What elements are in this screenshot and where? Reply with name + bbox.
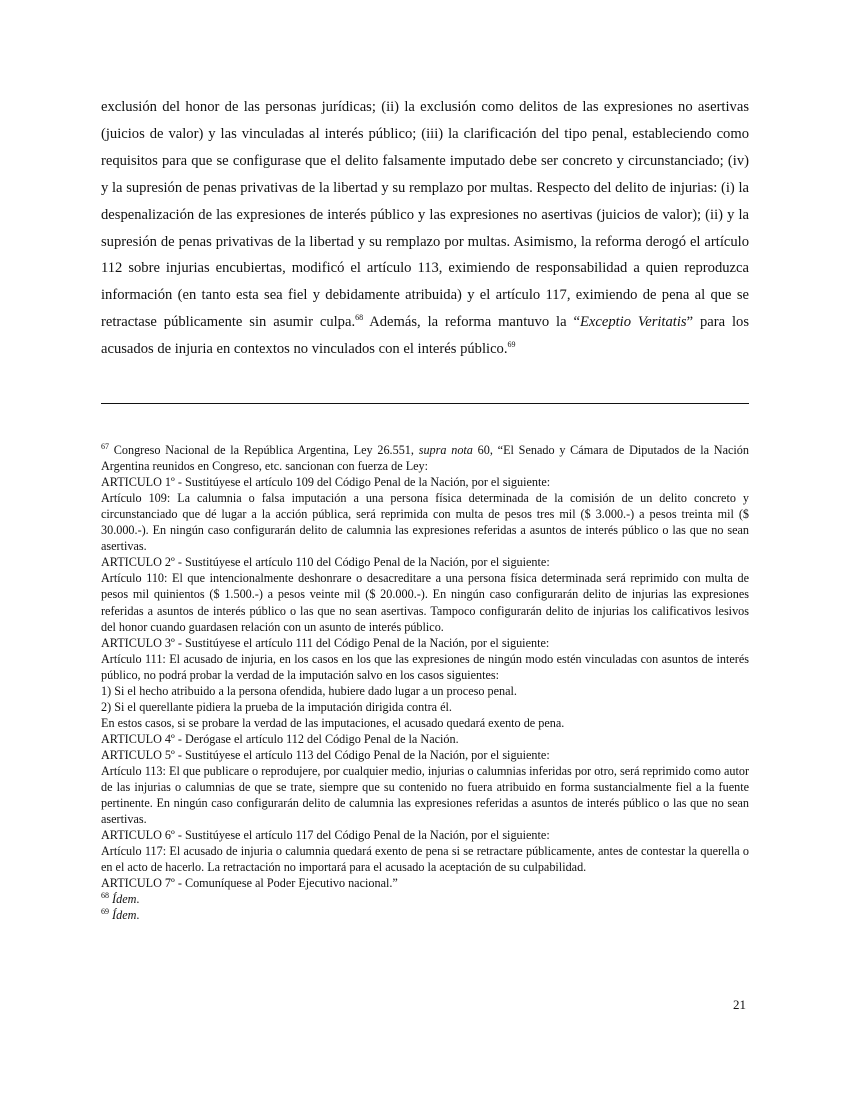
footnote-line: 2) Si el querellante pidiera la prueba de la imputación dirigida contra él. (101, 699, 452, 714)
footnote-69-text: Ídem (112, 908, 137, 923)
footnote-ref-68[interactable]: 68 (355, 313, 364, 323)
footnote-69: $^{69}$ Ídem. (101, 907, 140, 923)
footnote-67-italic: supra nota (418, 443, 473, 458)
footnote-67-text-a: Congreso Nacional de la República Argentina, Ley 26.551, (109, 443, 419, 458)
footnote-line: Artículo 113: El que publicare o reprodujere, por cualquier medio, injurias o calumnias inferidas por otro, será reprimido como autor de las injurias o calumnias de que se trate, siempre que su contenido no fuera atribuido en forma sustancialmente fiel a la fuente pertinente. En ningún caso configurarán delito de calumnia las expresiones referidas a asuntos de interés público o las que no sean asertivas. (101, 764, 749, 827)
footnote-line: ARTICULO 1º - Sustitúyese el artículo 109 del Código Penal de la Nación, por el siguiente: (101, 475, 551, 490)
footnote-line: ARTICULO 4º - Derógase el artículo 112 del Código Penal de la Nación. (101, 731, 459, 746)
footnote-line: Artículo 111: El acusado de injuria, en los casos en los que las expresiones de ningún modo estén vinculadas con asuntos de interés público, no podrá probar la verdad de la imputación salvo en los casos siguientes: (101, 651, 749, 682)
footnote-67-text-b: 60, “El Senado y Cámara de Diputados de la Nación Argentina reunidos en Congreso, etc. sancionan con fuerza de Ley: (101, 443, 749, 474)
footnote-line: Artículo 117: El acusado de injuria o calumnia quedará exento de pena si se retractare públicamente, antes de contestar la querella o en el acto de hacerlo. La retractación no importará para el acusado la aceptación de su culpabilidad. (101, 844, 749, 875)
footnote-line: ARTICULO 6º - Sustitúyese el artículo 117 del Código Penal de la Nación, por el siguiente: (101, 828, 550, 843)
document-page (101, 94, 749, 923)
footnote-line: ARTICULO 2º - Sustitúyese el artículo 110 del Código Penal de la Nación, por el siguiente: (101, 555, 550, 570)
body-text-part-1: exclusión del honor de las personas jurídicas; (ii) la exclusión como delitos de las expresiones no asertivas (juicios de valor) y las vinculadas al interés público; (iii) la clarificación del tipo penal, estableciendo como requisitos para que se configurase que el delito falsamente imputado debe ser concreto y circunstanciado; (iv) y la supresión de penas privativas de la libertad y su remplazo por multas. Respecto del delito de injurias: (i) la despenalización de las expresiones de interés público y las expresiones no asertivas (juicios de valor); (ii) y la supresión de penas privativas de la libertad y su remplazo por multas. Asimismo, la reforma derogó el artículo 112 sobre injurias encubiertas, modificó el artículo 113, eximiendo de responsabilidad a quien reproduzca información (en tanto esta sea fiel y debidamente atribuida) y el artículo 117, eximiendo de pena al que se retractase públicamente sin asumir culpa. (101, 99, 749, 331)
footnote-67 (101, 442, 749, 474)
footnote-line: En estos casos, si se probare la verdad de las imputaciones, el acusado quedará exento de pena. (101, 715, 565, 730)
footnote-line: Artículo 109: La calumnia o falsa imputación a una persona física determinada de la comisión de un delito concreto y circunstanciado que dé lugar a la acción pública, será reprimida con multa de pesos tres mil ($ 3.000.-) a pesos treinta mil ($ 30.000.-). En ningún caso configurarán delito de calumnia las expresiones referidas a asuntos de interés público o las que no sean asertivas. (101, 491, 749, 554)
body-text-part-3: ” para los acusados de injuria en contextos no vinculados con el interés público. (101, 314, 749, 358)
footnote-line: ARTICULO 5º - Sustitúyese el artículo 113 del Código Penal de la Nación, por el siguiente: (101, 747, 550, 762)
footnotes-section (101, 442, 749, 923)
footnote-line: ARTICULO 3º - Sustitúyese el artículo 111 del Código Penal de la Nación, por el siguiente: (101, 635, 550, 650)
body-paragraph (101, 94, 749, 363)
footnote-68-text: Ídem (112, 892, 137, 907)
footnote-number-69: 69 (101, 907, 109, 917)
page-number: 21 (733, 997, 746, 1012)
footnote-line: Artículo 110: El que intencionalmente deshonrare o desacreditare a una persona física determinada será reprimido con multa de pesos mil quinientos ($ 1.500.-) a pesos veinte mil ($ 20.000.-). En ningún caso configurarán delito de injurias las expresiones referidas a asuntos de interés público o las que no sean asertivas. Tampoco configurarán delito de injurias los calificativos lesivos del honor cuando guardasen relación con un asunto de interés público. (101, 571, 749, 634)
footnote-line: ARTICULO 7º - Comuníquese al Poder Ejecutivo nacional.” (101, 876, 398, 891)
footnote-68: $^{68}$ Ídem. (101, 891, 140, 907)
footnote-line: 1) Si el hecho atribuido a la persona ofendida, hubiere dado lugar a un proceso penal. (101, 683, 517, 698)
exceptio-veritatis-term: Exceptio Veritatis (579, 314, 687, 331)
footnote-ref-69[interactable]: 69 (507, 340, 516, 350)
footnote-number-68: 68 (101, 891, 109, 901)
footnote-number-67: 67 (101, 442, 109, 451)
body-text-part-2: Además, la reforma mantuvo la “ (363, 314, 580, 331)
footnote-separator (101, 403, 749, 404)
